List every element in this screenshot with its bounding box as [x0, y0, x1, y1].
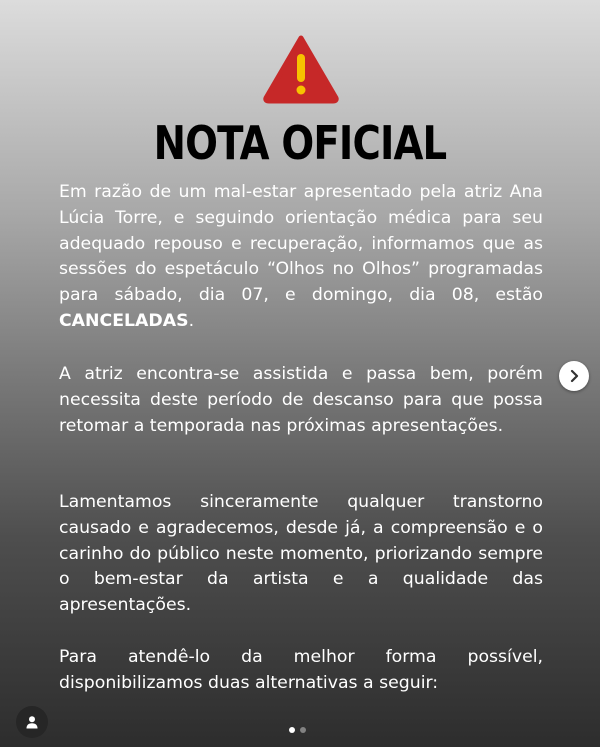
chevron-right-icon: [567, 369, 581, 383]
tagged-users-button[interactable]: [16, 706, 48, 738]
carousel-dot: [300, 727, 306, 733]
canceled-emphasis: CANCELADAS: [59, 310, 189, 331]
paragraph-health-status: A atriz encontra-se assistida e passa bem, porém necessita deste período de descanso para que possa retomar a temporada nas próximas apresentações.: [59, 364, 543, 436]
paragraph-cancellation: [59, 180, 543, 335]
warning-triangle-icon: [263, 34, 339, 104]
carousel-indicator: [289, 727, 306, 733]
paragraph-alternatives: Para atendê-lo da melhor forma possível, disponibilizamos duas alternativas a seguir:: [59, 647, 543, 693]
user-icon: [25, 715, 39, 729]
paragraph-apology: Lamentamos sinceramente qualquer transtorno causado e agradecemos, desde já, a compreensão e o carinho do público neste momento, priorizando sempre o bem-estar da artista e a qualidade das apresentações.: [59, 492, 543, 616]
paragraph-cancellation-end: .: [188, 310, 195, 331]
carousel-dot-active: [289, 727, 295, 733]
post-title: NOTA OFICIAL: [153, 116, 447, 170]
paragraph-cancellation-text: Em razão de um mal-estar apresentado pela atriz Ana Lúcia Torre, e seguindo orientação médica para seu adequado repouso e recuperação, informamos que as sessões do espetáculo “Olhos no Olhos” programadas para sábado, dia 07, e domingo, dia 08, estão: [59, 182, 543, 306]
carousel-next-button[interactable]: [559, 361, 589, 391]
